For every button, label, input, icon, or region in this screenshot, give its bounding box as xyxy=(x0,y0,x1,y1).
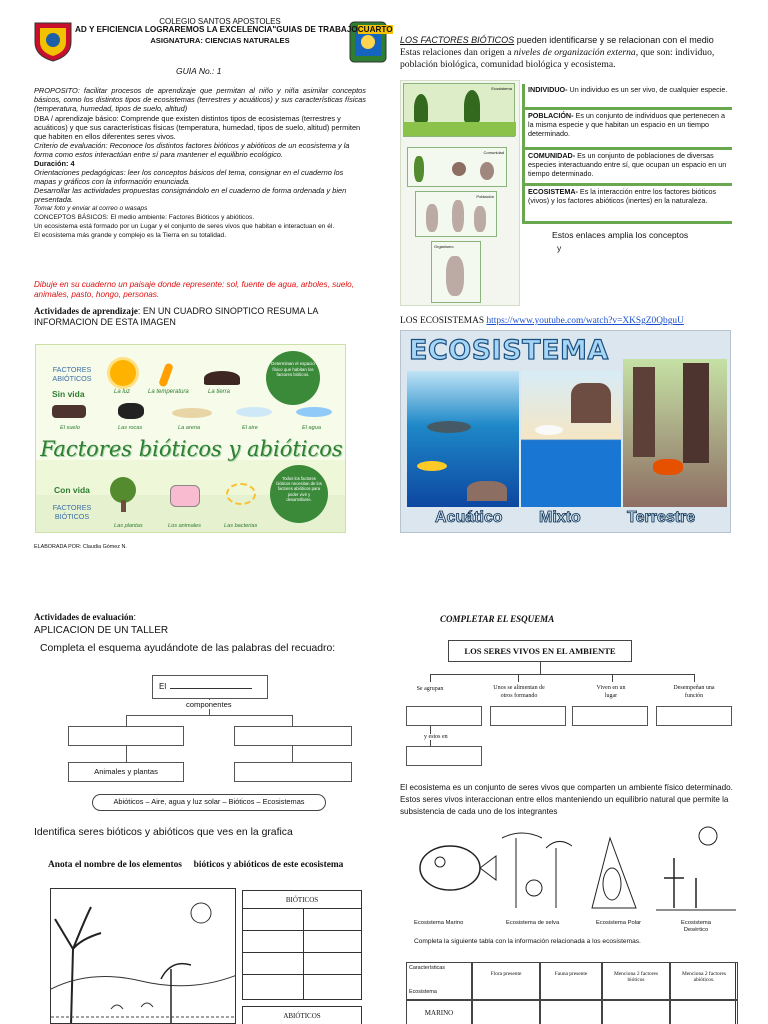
school-motto xyxy=(75,25,393,34)
items-top-1: La temperatura xyxy=(148,389,189,395)
tomar: Tomar foto y enviar al correo o wasaps xyxy=(34,205,148,212)
items-mid-0: El suelo xyxy=(60,425,80,431)
def-poblacion xyxy=(522,110,732,150)
intro2b: niveles de organización externa xyxy=(513,47,636,58)
bioticos-table xyxy=(242,890,362,1000)
items-mid-1: Las rocas xyxy=(118,425,143,431)
intro2c: , que son: individuo, población biológica, comunidad biológica y ecosistema. xyxy=(400,47,715,70)
componentes-label: componentes xyxy=(186,700,232,709)
def-text-2: Es un conjunto de poblaciones de diversas especies interactuando entre sí, que ocupan un espacio en un tiempo determinado. xyxy=(528,151,727,178)
items-mid-3: El aire xyxy=(242,425,258,431)
ecosistema-thumb xyxy=(403,83,515,137)
ecos-label: LOS ECOSISTEMAS xyxy=(400,316,485,326)
bubble-bottom: Todos los factores bióticos necesitan de los factores abióticos para poder vivir y desarrollarse. xyxy=(270,465,328,523)
th-0: Características xyxy=(409,965,445,971)
items-mid-4: El agua xyxy=(302,425,321,431)
intro2a: Estas relaciones dan origen a xyxy=(400,47,514,58)
ecosystem-drawing xyxy=(50,888,236,1024)
intro-rest: pueden identificarse y se relacionan con el medio xyxy=(514,35,714,45)
th-fauna: Fauna presente xyxy=(540,962,602,1000)
enlaces-y: y xyxy=(557,243,562,253)
esq-box-2[interactable] xyxy=(572,706,648,726)
cell-marino-abioticos[interactable] xyxy=(670,1000,738,1024)
abioticos-header: ABIÓTICOS xyxy=(283,1012,321,1020)
orientaciones: Orientaciones pedagógicas: leer los conceptos básicos del tema, consignar en el cuaderno los mapas y gráficos con la información enunciada. xyxy=(34,168,344,186)
actividades-label: Actividades de aprendizaje xyxy=(34,306,138,316)
cell-marino-flora[interactable] xyxy=(472,1000,540,1024)
guide-number: GUIA No.: 1 xyxy=(176,66,222,76)
proposito: PROPOSITO: facilitar procesos de aprendizaje que permitan al niño y niña asimilar conceptos básicos, como los distintos tipos de ecosistemas (terrestres y acuáticos) y sus características físicas (temperatura, humedad, tipos de suelo, altitud) xyxy=(34,86,366,113)
items-bot-1: Los animales xyxy=(168,523,201,529)
def-term-1: POBLACIÓN- xyxy=(528,111,574,120)
items-mid-2: La arena xyxy=(178,425,201,431)
esq-v xyxy=(540,662,541,674)
el-box[interactable] xyxy=(152,675,268,699)
mixed-scene xyxy=(521,371,621,507)
items-top-2: La tierra xyxy=(208,389,231,395)
bioticos-header: BIÓTICOS xyxy=(243,891,361,909)
desarrollar: Desarrollar las actividades propuestas consignándolo en el cuaderno de forma ordenada y bien presentada. xyxy=(34,186,347,204)
school-logo-left xyxy=(32,20,74,62)
org-label-ecosistema: Ecosistema xyxy=(491,86,512,91)
def-comunidad xyxy=(522,150,732,186)
taller-heading: APLICACION DE UN TALLER xyxy=(34,625,169,636)
th-flora: Flora presente xyxy=(472,962,540,1000)
abioticos-label: FACTORES ABIÓTICOS xyxy=(52,365,92,383)
th-bioticos: Menciona 2 factores bióticos xyxy=(602,962,670,1000)
animales-box xyxy=(68,762,184,782)
connector-r xyxy=(292,715,293,726)
items-top-0: La luz xyxy=(114,389,131,395)
y-estos-label: y estos en xyxy=(424,734,448,740)
left-branch-box[interactable] xyxy=(68,726,184,746)
cell-marino-bioticos[interactable] xyxy=(602,1000,670,1024)
esquema-instruction: Completa el esquema ayudándote de las palabras del recuadro: xyxy=(40,643,336,654)
duracion: Duración: 4 xyxy=(34,159,75,168)
sun-icon xyxy=(110,360,136,386)
esq-box-0[interactable] xyxy=(406,706,482,726)
organismo-thumb xyxy=(431,241,481,303)
intro-italic: LOS FACTORES BIÓTICOS xyxy=(400,35,515,45)
dba: DBA / aprendizaje básico: Comprende que existen distintos tipos de ecosistemas (terrestres y acuáticos) y que sus características físicas (temperatura, humedad, tipos de suelo, altitud) permiten que habiten en ellos diferentes seres vivos. xyxy=(34,114,361,141)
row-marino: MARINO xyxy=(406,1000,472,1024)
bacteria-icon xyxy=(226,483,256,505)
right-leaf-box[interactable] xyxy=(234,762,352,782)
def-text-3: Es la interacción entre los factores bióticos (vivos) y los factores abióticos (inertes) en la naturaleza. xyxy=(528,187,717,205)
eco-label-1: Ecosistema de selva xyxy=(506,920,560,926)
identifica-instruction: Identifica seres bióticos y abióticos que ves en la grafica xyxy=(34,827,293,838)
esq-h xyxy=(430,674,694,675)
def-term-2: COMUNIDAD- xyxy=(528,151,576,160)
def-ecosistema xyxy=(522,186,732,224)
th-caracteristicas xyxy=(406,962,472,1000)
eval-colon: : xyxy=(133,612,137,622)
con-vida-label: Con vida xyxy=(54,485,90,495)
completar-title: COMPLETAR EL ESQUEMA xyxy=(440,614,555,624)
animales-label: Animales y plantas xyxy=(94,767,158,776)
bioticos-intro2 xyxy=(400,47,734,71)
th-sub: Ecosistema xyxy=(409,989,437,995)
esq-box-3[interactable] xyxy=(656,706,732,726)
el-label: El xyxy=(159,682,167,691)
right-branch-box[interactable] xyxy=(234,726,352,746)
connector-l xyxy=(126,715,127,726)
connector-h xyxy=(126,715,292,716)
org-label-organismo: Organismo xyxy=(434,244,454,249)
type-mixto: Mixto xyxy=(539,509,581,526)
branch-3: Desempeñan una función xyxy=(673,685,715,699)
criterio: Criterio de evaluación: Reconoce los distintos factores bióticos y abióticos de un ecosistema y la forma como estos interactúan entre sí para mantener el equilibrio ecológico. xyxy=(34,141,350,159)
org-label-comunidad: Comunidad xyxy=(483,150,504,155)
items-bot-0: Las plantas xyxy=(114,523,143,529)
def-term-0: INDIVIDUO- xyxy=(528,85,568,94)
conceptos: CONCEPTOS BÁSICOS: El medio ambiente: Factores Bióticos y abióticos. xyxy=(34,214,255,221)
cell-marino-fauna[interactable] xyxy=(540,1000,602,1024)
items-bot-2: Las bacterias xyxy=(224,523,258,529)
bioticos-intro xyxy=(400,35,734,46)
esq-box-1[interactable] xyxy=(490,706,566,726)
terrestrial-scene xyxy=(623,359,727,507)
abioticos-table xyxy=(242,1006,362,1024)
esquema-root: LOS SERES VIVOS EN EL AMBIENTE xyxy=(448,640,632,662)
soil-icon xyxy=(204,371,240,385)
ecosistema-paragraph: El ecosistema es un conjunto de seres vivos que comparten un ambiente físico determinado. Estos seres vivos interaccionan entre ellos manteniendo un equilibrio natural que permite la subsistencia de cada uno de los integrantes xyxy=(400,783,733,816)
ecosystems-drawings xyxy=(406,818,740,918)
poster-title: ECOSISTEMA xyxy=(409,335,609,366)
comunidad-thumb xyxy=(407,147,507,187)
bubble-top: Determinan el espacio físico que habitan los factores bióticos. xyxy=(266,351,320,405)
type-terrestre: Terrestre xyxy=(627,509,696,526)
eval-label: Actividades de evaluación xyxy=(34,612,134,622)
guide-text-block xyxy=(34,86,366,240)
factores-image xyxy=(35,344,346,533)
anota-instruction: Anota el nombre de los elementos bióticos y abióticos de este ecosistema xyxy=(48,860,344,870)
def-term-3: ECOSISTEMA- xyxy=(528,187,578,196)
poblacion-thumb xyxy=(415,191,497,237)
mid-icons xyxy=(48,403,338,423)
actividades-aprendizaje xyxy=(34,306,364,328)
school-name: COLEGIO SANTOS APOSTOLES xyxy=(159,17,281,26)
connector-l2 xyxy=(126,746,127,762)
branch-2: Viven en un lugar xyxy=(596,685,626,699)
eco-label-3: Ecosistema Desértico xyxy=(681,920,711,933)
word-bank: Abióticos – Aire, agua y luz solar – Bióticos – Ecosistemas xyxy=(92,794,326,811)
ecosistema-tierra: El ecosistema más grande y complejo es la Tierra en su totalidad. xyxy=(34,232,227,239)
eval-heading xyxy=(34,612,136,622)
type-acuatico: Acuático xyxy=(435,509,503,526)
organization-levels-image xyxy=(400,80,520,306)
factores-title: Factores bióticos y abióticos xyxy=(40,437,343,461)
dibuje-instruction: Dibuje en su cuaderno un paisaje donde represente: sol, fuente de agua, arboles, suelo, animales, pasto, hongo, personas. xyxy=(34,280,354,299)
th-abioticos: Menciona 2 factores abióticos. xyxy=(670,962,738,1000)
motto-text: AD Y EFICIENCIA LOGRAREMOS LA EXCELENCIA"GUIAS DE TRABAJO xyxy=(75,25,358,34)
enlaces-text: Estos enlaces amplia los conceptos xyxy=(552,230,689,240)
grade-label: CUARTO xyxy=(357,25,393,34)
ecosystem-table xyxy=(406,962,736,1024)
cow-icon xyxy=(170,485,200,507)
esq-box-4[interactable] xyxy=(406,746,482,766)
eco-label-0: Ecosistema Marino xyxy=(414,920,464,926)
tabla-instruction: Completa la siguiente tabla con la información relacionada a los ecosistemas. xyxy=(414,938,641,945)
aquatic-scene xyxy=(407,371,519,507)
actividades-text: : EN UN CUADRO SINOPTICO RESUMA LA INFORMACION DE ESTA IMAGEN xyxy=(34,306,318,327)
def-individuo xyxy=(522,84,732,110)
bioticos-label: FACTORES BIÓTICOS xyxy=(52,503,92,521)
ecosistema-poster xyxy=(400,330,731,533)
branch-1: Unos se alimentan de otros formando xyxy=(493,685,545,699)
youtube-link[interactable]: https://www.youtube.com/watch?v=XKSgZ0QbguU xyxy=(486,316,684,326)
subject-label: ASIGNATURA: CIENCIAS NATURALES xyxy=(150,36,290,45)
def-text-0: Un individuo es un ser vivo, de cualquier especie. xyxy=(567,85,728,94)
ecosistemas-heading xyxy=(400,316,684,326)
eco-label-2: Ecosistema Polar xyxy=(596,920,642,926)
branch-0: Se agrupan xyxy=(416,686,444,692)
ecosistema-def: Un ecosistema está formado por un Lugar y el conjunto de seres vivos que habitan e interactuan en él. xyxy=(34,223,335,230)
org-label-poblacion: Población xyxy=(476,194,494,199)
sin-vida-label: Sin vida xyxy=(52,389,85,399)
connector-r2 xyxy=(292,746,293,762)
def-text-1: Es un conjunto de individuos que pertenecen a la misma especie y que habitan un espacio en un tiempo determinado. xyxy=(528,111,725,138)
elaborado-por: ELABORADA POR: Claudia Gómez N. xyxy=(34,544,127,550)
